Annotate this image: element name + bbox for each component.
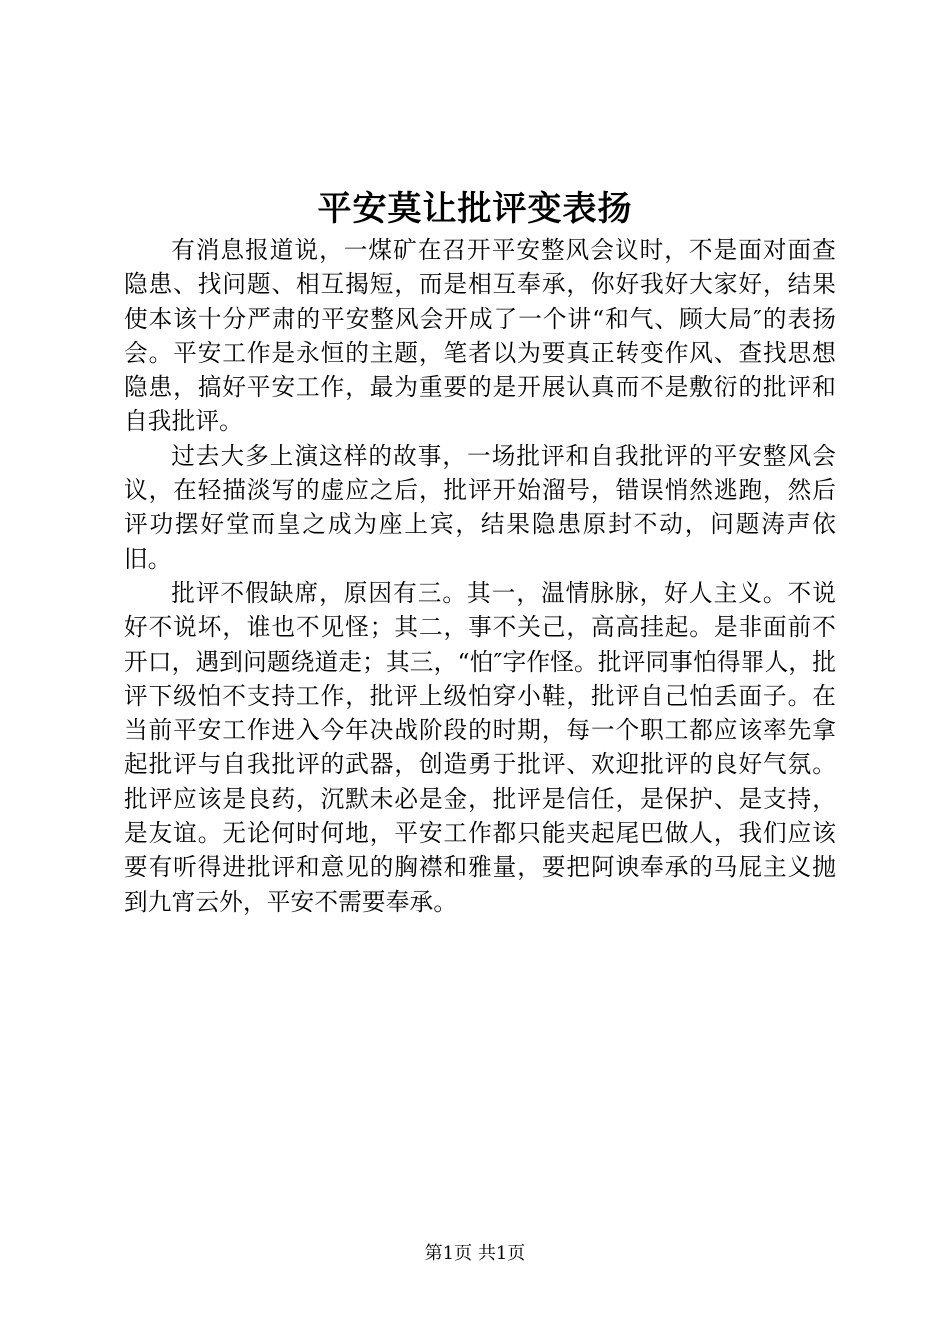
paragraph: 过去大多上演这样的故事，一场批评和自我批评的平安整风会议，在轻描淡写的虚应之后，批评开始溜号，错误悄然逃跑，然后评功摆好堂而皇之成为座上宾，结果隐患原封不动，问题涛声依旧。 (124, 441, 836, 573)
paragraph: 有消息报道说，一煤矿在召开平安整风会议时，不是面对面查隐患、找问题、相互揭短，而是相互奉承，你好我好大家好，结果使本该十分严肃的平安整风会开成了一个讲“和气、顾大局″的表扬会。平安工作是永恒的主题，笔者以为要真正转变作风、查找思想隐患，搞好平安工作，最为重要的是开展认真而不是敷衍的批评和自我批评。 (124, 236, 836, 436)
paragraph: 批评不假缺席，原因有三。其一，温情脉脉，好人主义。不说好不说坏，谁也不见怪；其二，事不关己，高高挂起。是非面前不开口，遇到问题绕道走；其三，“怕″字作怪。批评同事怕得罪人，批评下级怕不支持工作，批评上级怕穿小鞋，批评自己怕丢面子。在当前平安工作进入今年决战阶段的时期，每一个职工都应该率先拿起批评与自我批评的武器，创造勇于批评、欢迎批评的良好气氛。批评应该是良药，沉默未必是金，批评是信任，是保护、是支持，是友谊。无论何时何地，平安工作都只能夹起尾巴做人，我们应该要有听得进批评和意见的胸襟和雅量，要把阿谀奉承的马屁主义抛到九宵云外，平安不需要奉承。 (124, 578, 836, 916)
document-body (124, 233, 836, 919)
page-footer: 第1页 共1页 (424, 1243, 526, 1264)
document-title: 平安莫让批评变表扬 (317, 189, 633, 229)
